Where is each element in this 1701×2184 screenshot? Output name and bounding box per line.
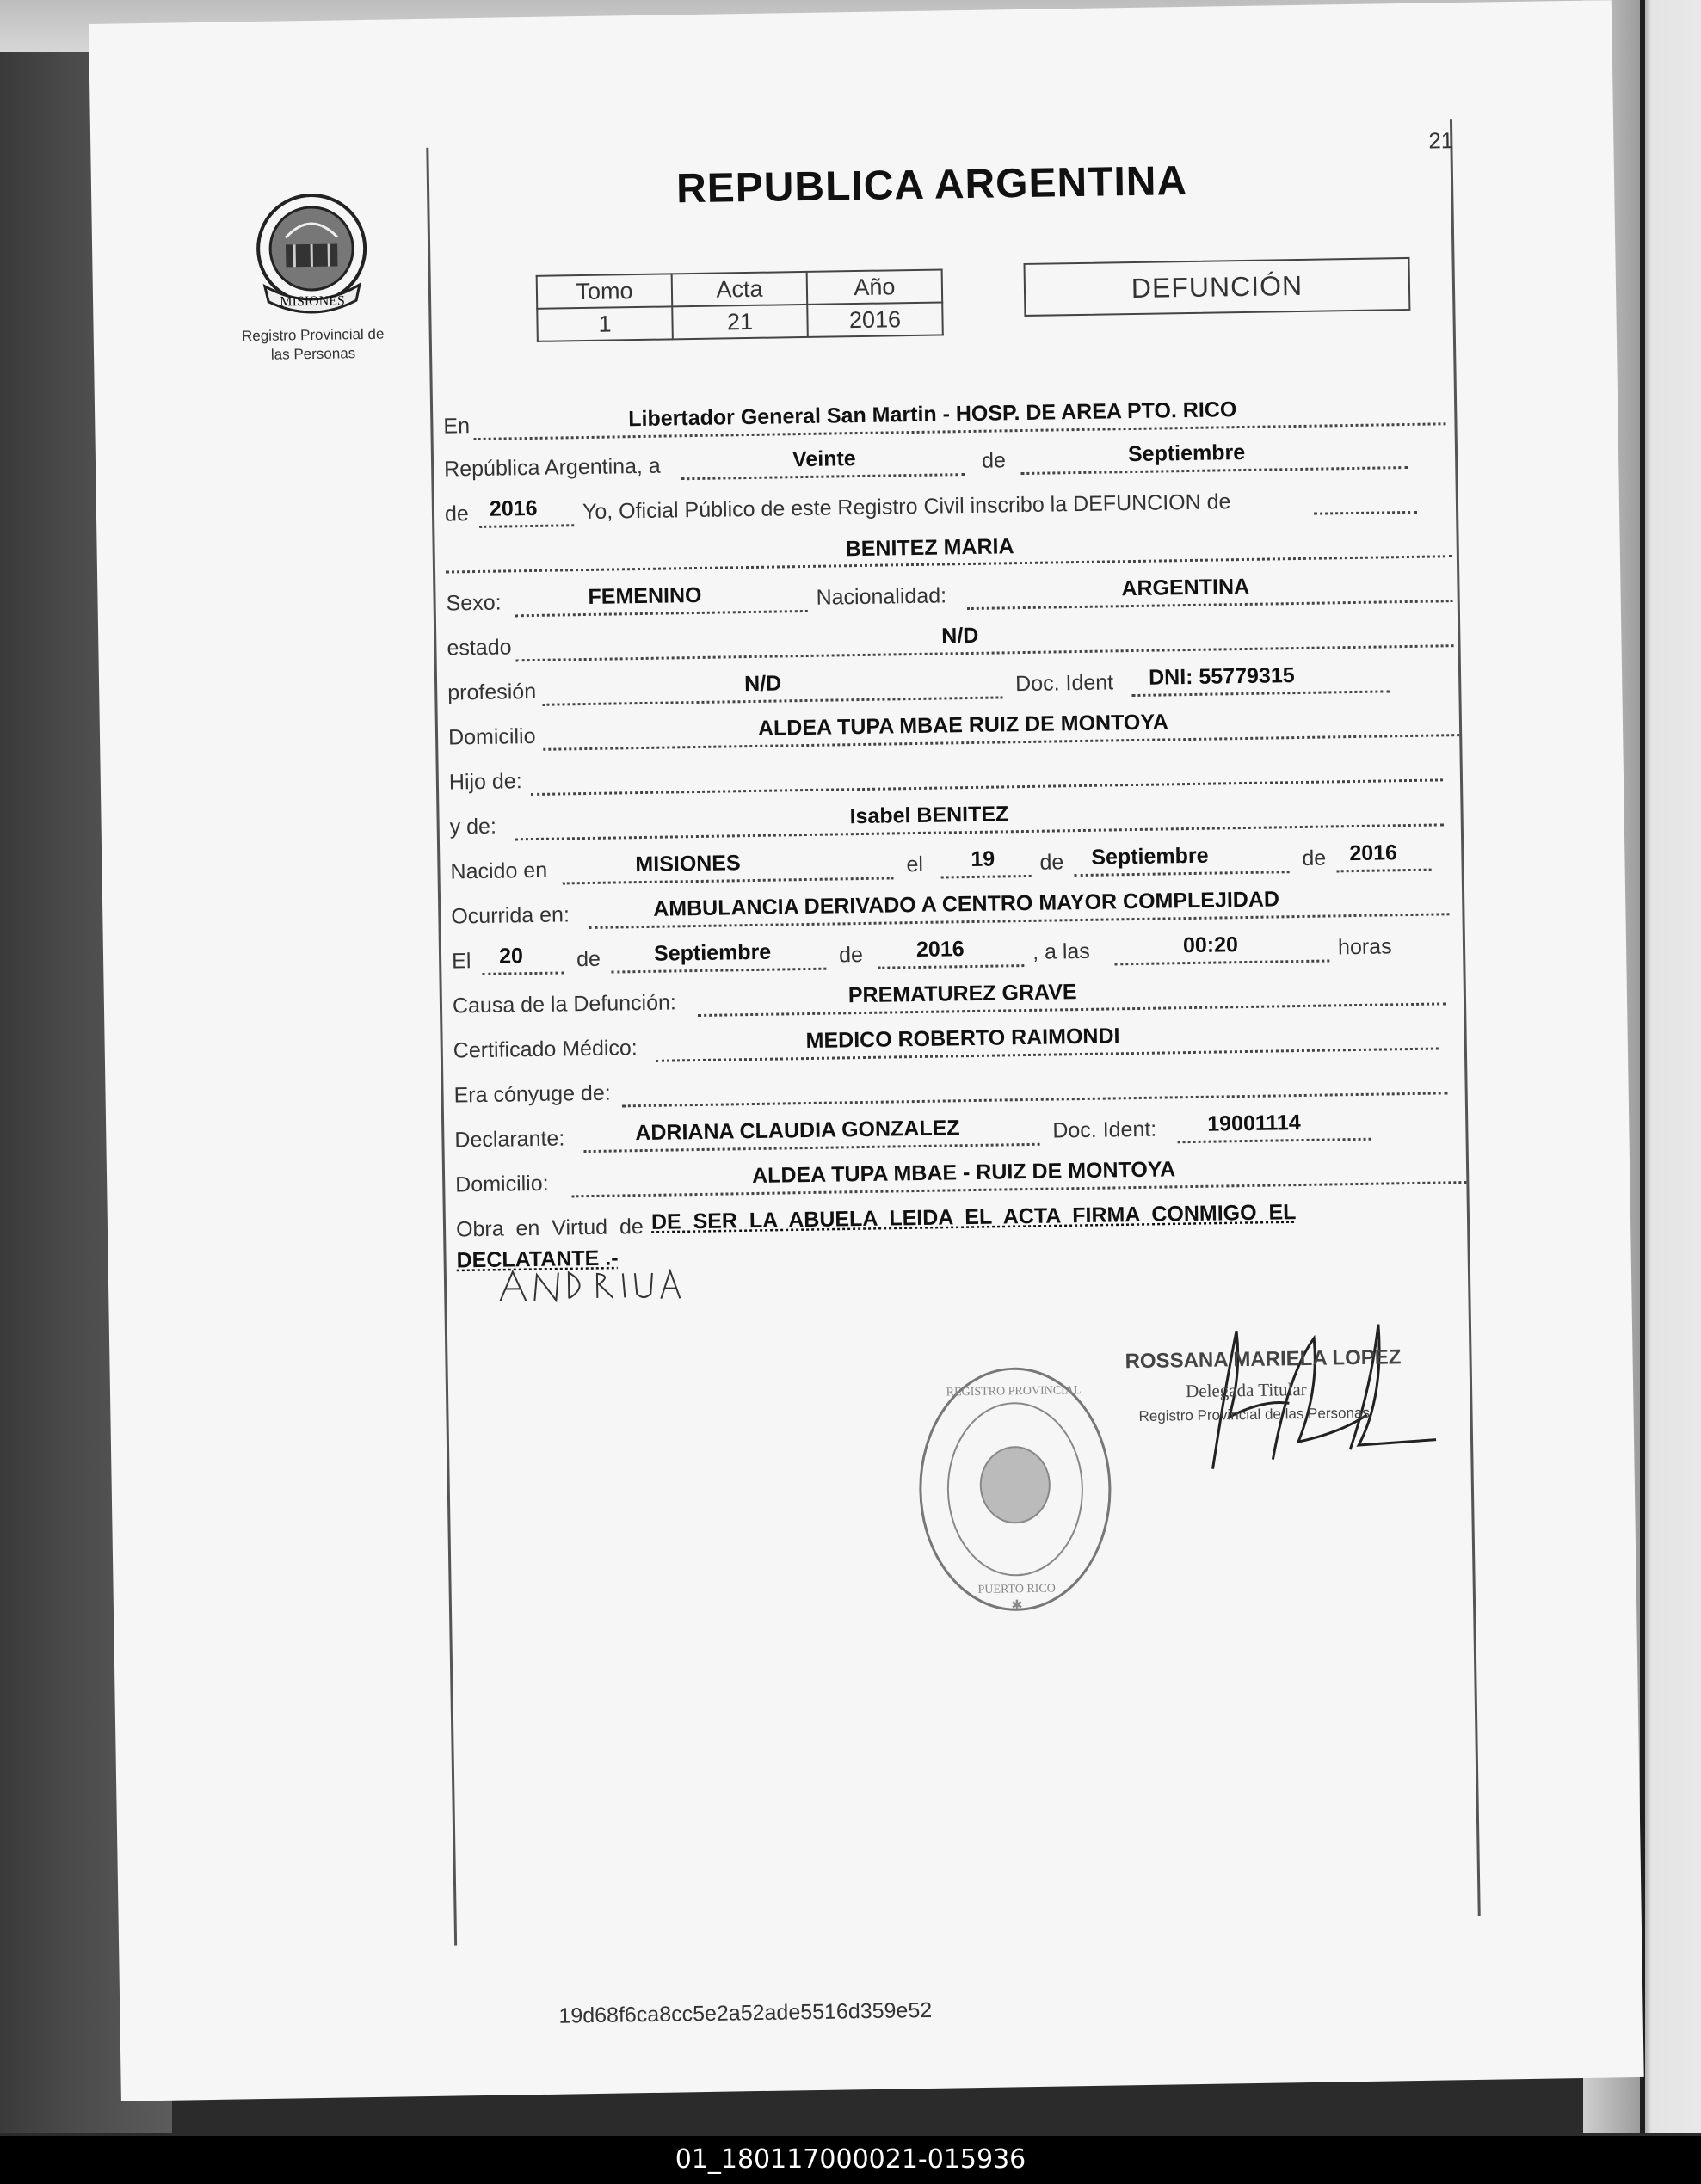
domicilio-value: ALDEA TUPA MBAE RUIZ DE MONTOYA: [757, 710, 1168, 741]
doc-ident2-label: Doc. Ident:: [1052, 1117, 1157, 1143]
page-number: 21: [1428, 127, 1454, 154]
deceased-name-value: BENITEZ MARIA: [845, 534, 1014, 562]
record-type-box: DEFUNCIÓN: [1024, 257, 1411, 317]
conyuge-label: Era cónyuge de:: [453, 1080, 611, 1108]
sexo-value: FEMENINO: [588, 582, 702, 609]
svg-text:MISIONES: MISIONES: [280, 293, 346, 310]
profesion-line: [542, 696, 1002, 705]
domicilio2-value: ALDEA TUPA MBAE - RUIZ DE MONTOYA: [751, 1157, 1176, 1189]
birth-month-value: Septiembre: [1091, 843, 1209, 870]
domicilio-label: Domicilio: [447, 723, 536, 750]
registry-name-line1: Registro Provincial de: [241, 325, 385, 345]
sexo-line: [515, 610, 808, 617]
nacido-en-label: Nacido en: [450, 858, 548, 884]
scan-id: 01_180117000021-015936: [0, 2136, 1701, 2184]
nacionalidad-label: Nacionalidad:: [816, 583, 947, 610]
table-cell: 1: [537, 306, 673, 341]
month-line: [1020, 466, 1408, 475]
en-label: En: [443, 414, 471, 439]
estado-label: estado: [447, 635, 512, 661]
doc-ident-label: Doc. Ident: [1014, 670, 1114, 697]
year-line: [479, 524, 574, 528]
certificate-page: [89, 0, 1644, 2101]
registro-text: Yo, Oficial Público de este Registro Civil inscribo la DEFUNCION de: [582, 489, 1231, 525]
nacido-en-value: MISIONES: [635, 851, 741, 877]
table-header: Tomo: [537, 274, 673, 308]
right-margin-line: [1450, 119, 1481, 1916]
nacionalidad-value: ARGENTINA: [1121, 574, 1250, 601]
registro-line: [1314, 511, 1417, 515]
birth-month-line: [1075, 871, 1290, 877]
de-label-4: de: [1302, 846, 1327, 871]
profesion-value: N/D: [743, 671, 782, 697]
profesion-label: profesión: [447, 679, 537, 705]
day-words-value: Veinte: [792, 446, 856, 472]
svg-text:✱: ✱: [1011, 1598, 1023, 1614]
death-year-line: [878, 964, 1024, 969]
causa-label: Causa de la Defunción:: [452, 990, 677, 1018]
estado-line: [516, 644, 1454, 661]
registry-name: [223, 324, 404, 365]
doc-ident-line: [1131, 690, 1390, 697]
domicilio2-label: Domicilio:: [455, 1171, 549, 1197]
el-cap-label: El: [451, 949, 471, 974]
conyuge-line: [622, 1092, 1448, 1107]
de-label-2: de: [444, 501, 470, 526]
day-line: [681, 473, 965, 480]
doc-ident2-value: 19001114: [1207, 1110, 1301, 1136]
birth-year-line: [1337, 869, 1432, 873]
hijo-de-line: [531, 778, 1443, 796]
obra-line2-value: DECLATANTE .-: [456, 1246, 619, 1273]
birth-day-line: [941, 875, 1032, 879]
causa-value: PREMATUREZ GRAVE: [847, 980, 1077, 1008]
hora-line: [1114, 959, 1329, 965]
nacido-en-line: [563, 877, 894, 884]
de-label: de: [981, 448, 1007, 473]
y-de-label: y de:: [449, 814, 497, 840]
obra-label: Obra en Virtud de: [455, 1215, 644, 1242]
ocurrida-label: Ocurrida en:: [451, 902, 570, 929]
document-hash: 19d68f6ca8cc5e2a52ade5516d359e52: [558, 1997, 933, 2028]
table-header: Año: [807, 269, 943, 304]
table-header: Acta: [672, 272, 808, 306]
a-las-label: , a las: [1032, 938, 1090, 964]
hora-value: 00:20: [1182, 932, 1239, 958]
ocurrida-value: AMBULANCIA DERIVADO A CENTRO MAYOR COMPLEJIDAD: [653, 887, 1280, 921]
registry-name-line2: las Personas: [270, 345, 356, 363]
republica-label: República Argentina, a: [443, 453, 661, 482]
de-label-3: de: [1039, 850, 1064, 875]
birth-year-value: 2016: [1349, 840, 1398, 866]
declarant-signature: [496, 1262, 686, 1307]
obra-line1-value: DE SER LA ABUELA LEIDA EL ACTA FIRMA CONMIGO EL: [650, 1200, 1297, 1234]
year-value: 2016: [489, 495, 538, 521]
sexo-label: Sexo:: [446, 590, 502, 616]
table-cell: 21: [672, 305, 808, 339]
nacionalidad-line: [967, 600, 1453, 610]
provincial-crest-icon: [246, 183, 377, 323]
horas-label: horas: [1337, 934, 1392, 960]
official-office: Registro Provincial de las Personas: [1138, 1404, 1371, 1425]
svg-text:REGISTRO PROVINCIAL: REGISTRO PROVINCIAL: [946, 1384, 1082, 1400]
doc-ident-value: DNI: 55779315: [1148, 663, 1295, 690]
death-day-value: 20: [498, 944, 524, 969]
estado-value: N/D: [941, 623, 979, 649]
place-value: Libertador General San Martin - HOSP. DE AREA PTO. RICO: [628, 397, 1237, 432]
death-month-line: [611, 968, 826, 974]
background-right-bar: [1640, 0, 1645, 2133]
certificado-value: MEDICO ROBERTO RAIMONDI: [805, 1024, 1120, 1054]
death-year-value: 2016: [915, 937, 965, 963]
declarante-value: ADRIANA CLAUDIA GONZALEZ: [635, 1116, 960, 1146]
hijo-de-label: Hijo de:: [448, 769, 522, 795]
death-month-value: Septiembre: [653, 939, 772, 966]
official-stamp: [910, 1358, 1121, 1620]
svg-text:PUERTO RICO: PUERTO RICO: [977, 1582, 1056, 1596]
el-label: el: [906, 852, 924, 877]
certificado-label: Certificado Médico:: [453, 1036, 638, 1063]
declarante-label: Declarante:: [454, 1126, 565, 1153]
official-name: ROSSANA MARIELA LOPEZ: [1125, 1345, 1402, 1374]
de-label-6: de: [838, 942, 864, 968]
de-label-5: de: [576, 946, 601, 972]
doc-ident2-line: [1178, 1138, 1371, 1144]
death-day-line: [482, 971, 564, 975]
month-value: Septiembre: [1127, 440, 1246, 467]
registry-table: [536, 268, 944, 341]
birth-day-value: 19: [971, 846, 995, 872]
y-de-value: Isabel BENITEZ: [849, 802, 1009, 829]
country-title: REPUBLICA ARGENTINA: [675, 157, 1188, 212]
table-cell: 2016: [807, 302, 943, 336]
official-title: Delegada Titular: [1185, 1378, 1307, 1402]
